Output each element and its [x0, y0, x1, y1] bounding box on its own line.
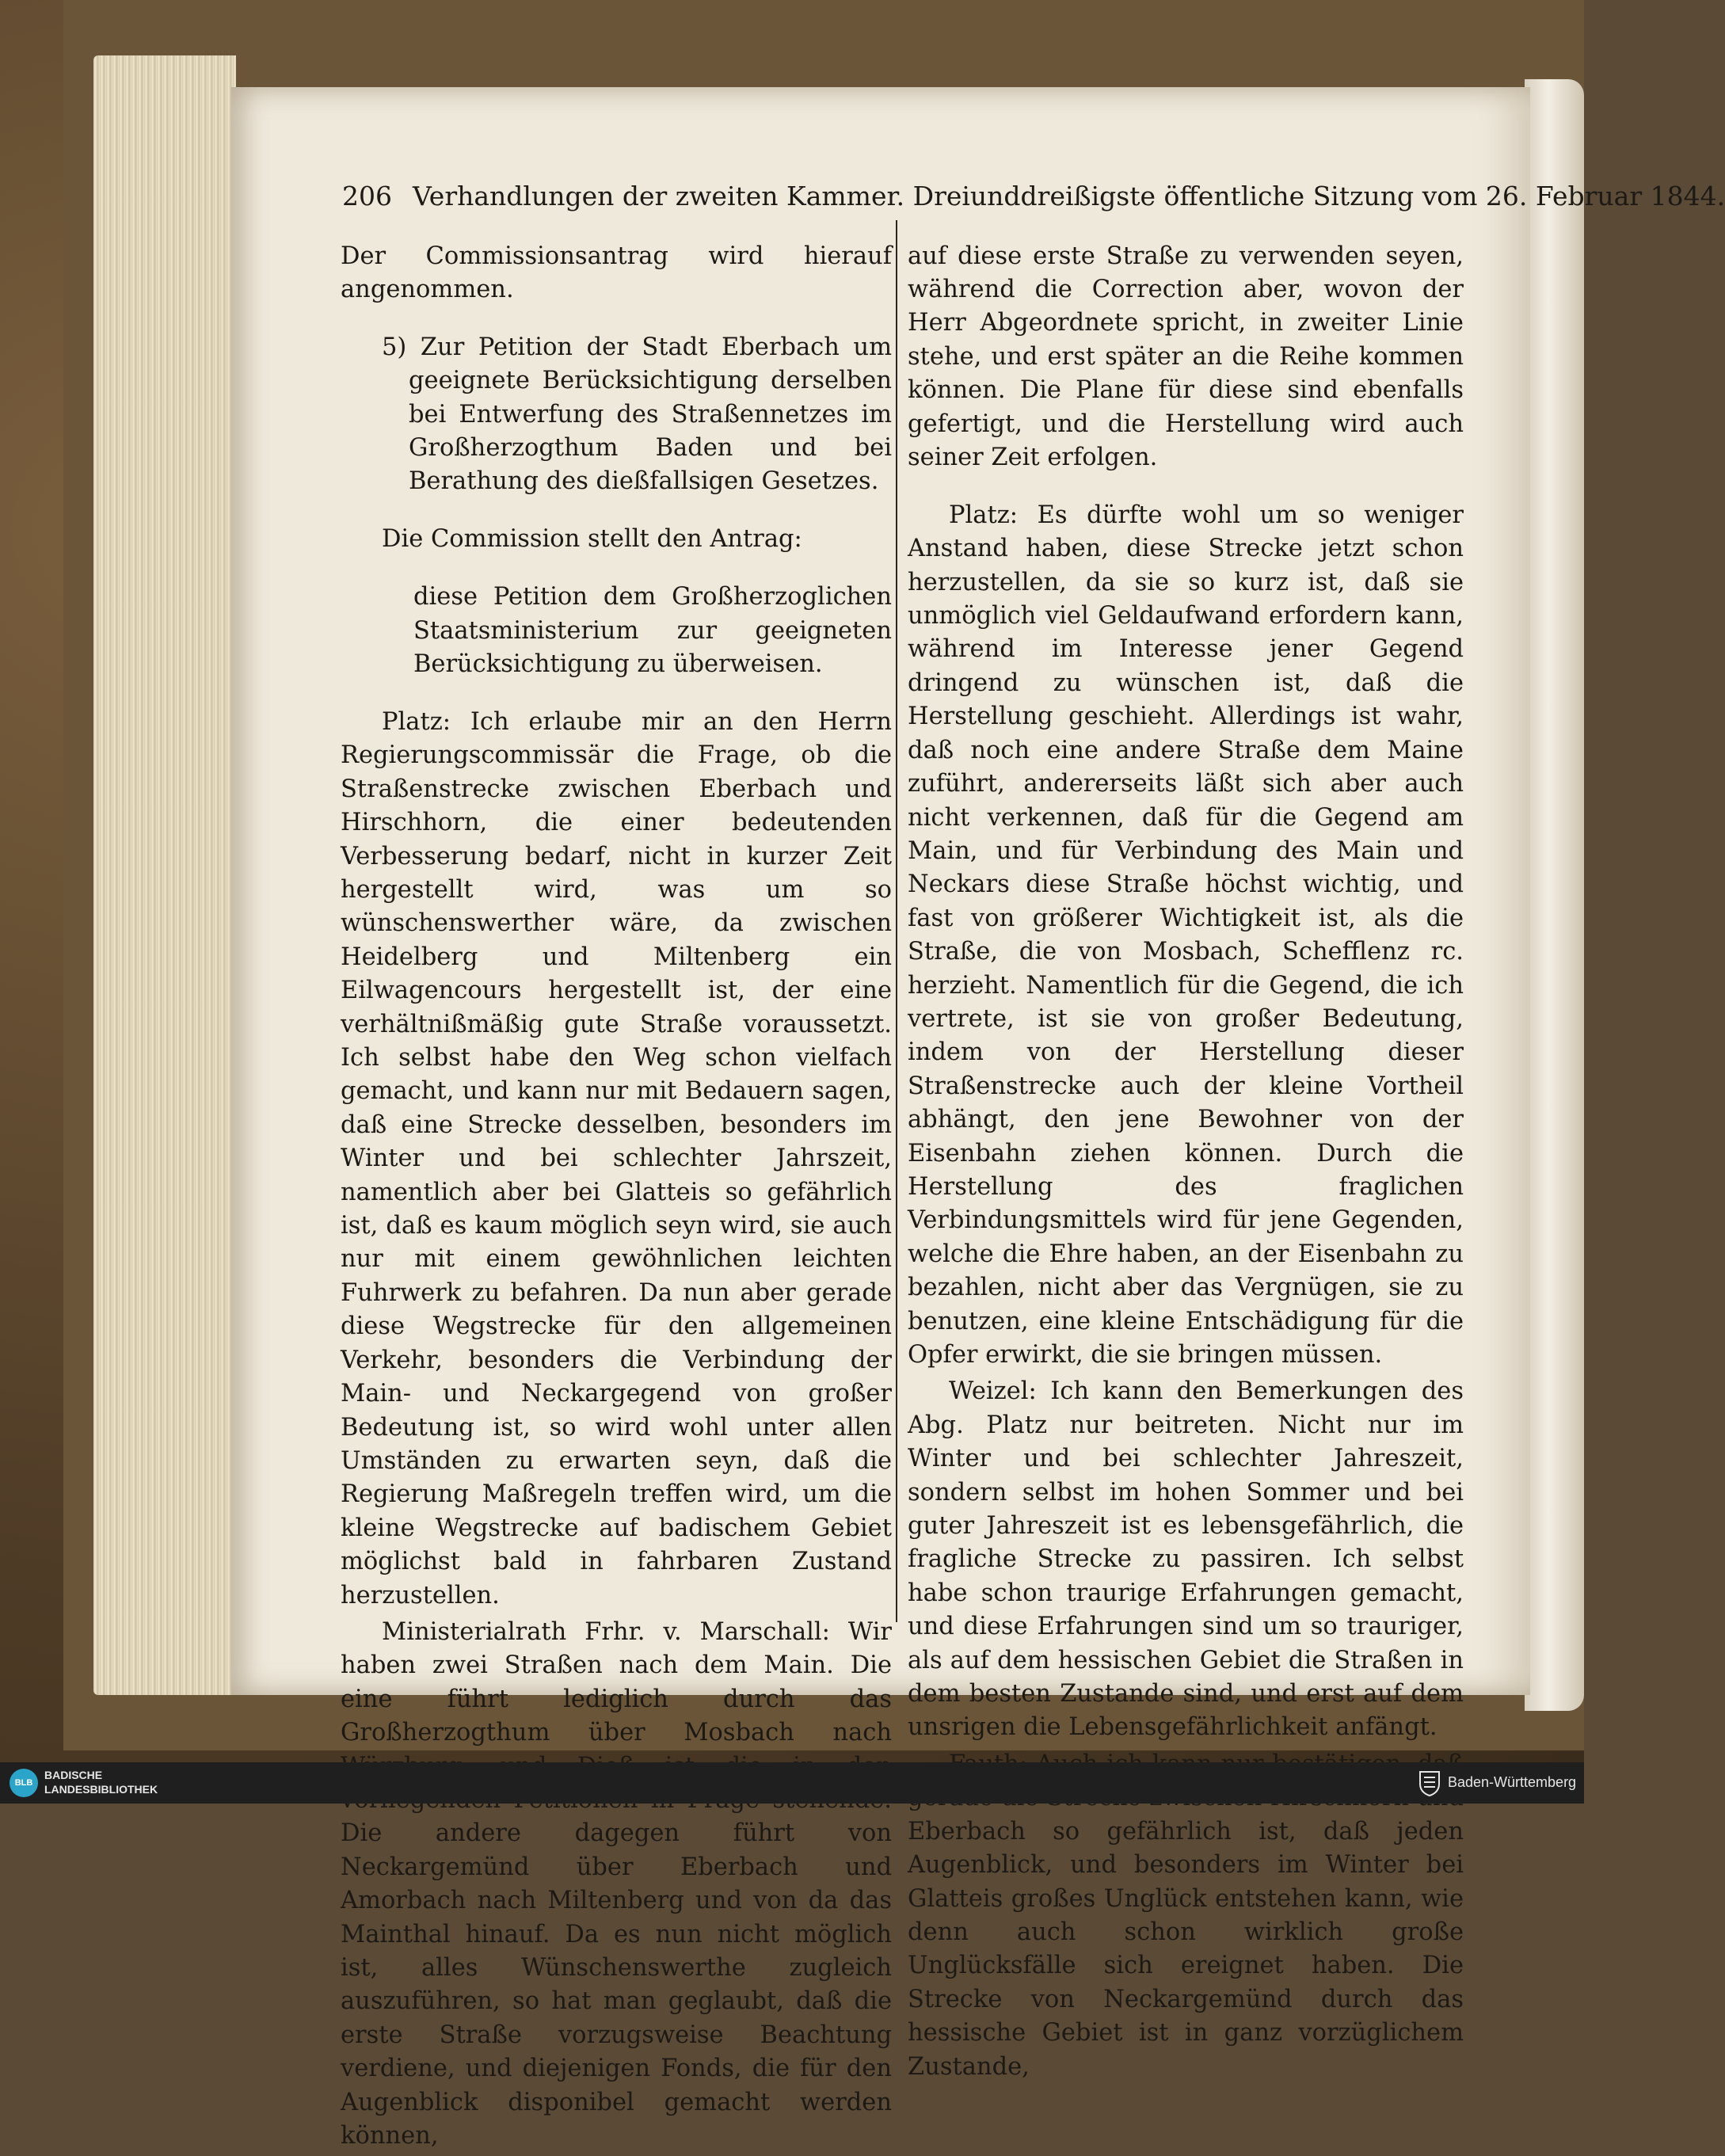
header-title: Verhandlungen der zweiten Kammer. Dreiunddreißigste öffentliche Sitzung vom 26. Februar 1844. [413, 181, 1725, 211]
column-divider [896, 220, 897, 1622]
paragraph: Weizel: Ich kann den Bemerkungen des Abg. Platz nur beitreten. Nicht nur im Winter und bei schlechter Jahreszeit, sondern selbst im hohen Sommer und bei guter Jahreszeit ist es lebensgefährlich, die fragliche Strecke zu passiren. Ich selbst habe schon traurige Erfahrungen gemacht, und diese Erfahrungen sind um so trauriger, als auf dem hessischen Gebiet die Straßen in dem besten Zustande sind, und erst auf dem unsrigen die Lebensgefährlichkeit anfängt. [908, 1377, 1464, 1742]
state-name[interactable]: Baden-Württemberg [1448, 1774, 1577, 1790]
facing-page-edge [1525, 79, 1584, 1711]
paragraph: Platz: Ich erlaube mir an den Herrn Regierungscommissär die Frage, ob die Straßenstrecke zwischen Eberbach und Hirschhorn, die einer bedeutenden Verbesserung bedarf, nicht in kurzer Zeit hergestellt wird, was um so wünschenswerther wäre, da zwischen Heidelberg und Miltenberg ein Eilwagencours hergestellt ist, der eine verhältnißmäßig gute Straße voraussetzt. Ich selbst habe den Weg schon vielfach gemacht, und kann nur mit Bedauern sagen, daß eine Strecke desselben, besonders im Winter und bei schlechter Jahrszeit, namentlich aber bei Glatteis so gefährlich ist, daß es kaum möglich seyn wird, sie auch nur mit einem gewöhnlichen leichten Fuhrwerk zu befahren. Da nun aber gerade diese Wegstrecke für den allgemeinen Verkehr, besonders die Verbindung der Main- und Neckargegend von großer Bedeutung ist, so wird wohl unter allen Umständen zu erwarten seyn, daß die Regierung Maßregeln treffen wird, um die kleine Wegstrecke auf badischem Gebiet möglichst bald in fahrbaren Zustand herzustellen. [341, 707, 892, 1609]
paragraph: auf diese erste Straße zu verwenden seyen, während die Correction aber, wovon der Herr Abgeordnete spricht, in zweiter Linie stehe, und erst später an die Reihe kommen können. Die Plane für diese sind ebenfalls gefertigt, und die Herstellung wird auch seiner Zeit erfolgen. [908, 242, 1464, 471]
paragraph: Ministerialrath Frhr. v. Marschall: Wir haben zwei Straßen nach dem Main. Die eine führt lediglich durch das Großherzogthum über Mosbach nach Die andere dagegen führt von Neckargemünd über Eberbach und Amorbach nach Miltenberg und von da das Mainthal hinauf. Da es nun nicht möglich ist, alles Wünschenswerthe zugleich auszuführen, so hat man geglaubt, daß die erste Straße vorzugsweise Beachtung verdiene, und diejenigen Fonds, die für den Augenblick disponibel gemacht werden können, [341, 1617, 892, 2150]
paragraph: Der Commissionsantrag wird hierauf angenommen. [341, 242, 892, 303]
library-name[interactable] [44, 1768, 158, 1796]
left-column [341, 215, 892, 2156]
right-column [908, 215, 1464, 2087]
blb-logo-icon[interactable]: BLB [10, 1769, 38, 1797]
viewer-footer [0, 1762, 1584, 1804]
paragraph: 5) Zur Petition der Stadt Eberbach um geeignete Berücksichtigung derselben bei Entwerfung des Straßennetzes im Großherzogthum Baden und bei Berathung des dießfallsigen Gesetzes. [382, 333, 892, 496]
page-number: 206 [342, 181, 392, 211]
coat-of-arms-icon [1418, 1769, 1441, 1796]
paragraph: Die Commission stellt den Antrag: [382, 525, 802, 554]
library-name-line2: LANDESBIBLIOTHEK [44, 1783, 158, 1796]
page-edges [93, 55, 236, 1695]
paragraph: diese Petition dem Großherzoglichen Staatsministerium zur geeigneten Berücksichtigung zu überweisen. [413, 583, 892, 679]
library-name-line1: BADISCHE [44, 1769, 103, 1781]
paragraph: Platz: Es dürfte wohl um so weniger Anstand haben, diese Strecke jetzt schon herzustellen, da sie so kurz ist, daß sie unmöglich viel Geldaufwand erfordern kann, während im Interesse jener Gegend dringend zu wünschen ist, daß die Herstellung geschieht. Allerdings ist wahr, daß noch eine andere Straße dem Maine zuführt, andererseits läßt sich aber auch nicht verkennen, daß für die Gegend am Main, und für Verbindung des Main und Neckars diese Straße höchst wichtig, und fast von größerer Wichtigkeit ist, als die Straße, die von Mosbach, Schefflenz rc. herzieht. Namentlich für die Gegend, die ich vertrete, ist sie von großer Bedeutung, indem von der Herstellung dieser Straßenstrecke auch der kleine Vortheil abhängt, den jene Bewohner von der Eisenbahn ziehen können. Durch die Herstellung des fraglichen Verbindungsmittels wird für jene Gegenden, welche die Ehre haben, an der Eisenbahn zu bezahlen, nicht aber das Vergnügen, sie zu benutzen, eine kleine Entschädigung für die Opfer erwirkt, die sie bringen müssen. [908, 501, 1464, 1369]
paragraph: Eberbach so gefährlich ist, daß jeden Augenblick, und besonders im Winter bei Glatteis großes Unglück entstehen kann, wie denn auch schon wirklich große Unglücksfälle sich ereignet haben. Die Strecke von Neckargemünd durch das hessische Gebiet ist in ganz vorzüglichem Zustande, [908, 1817, 1464, 2081]
running-head [342, 181, 1725, 211]
